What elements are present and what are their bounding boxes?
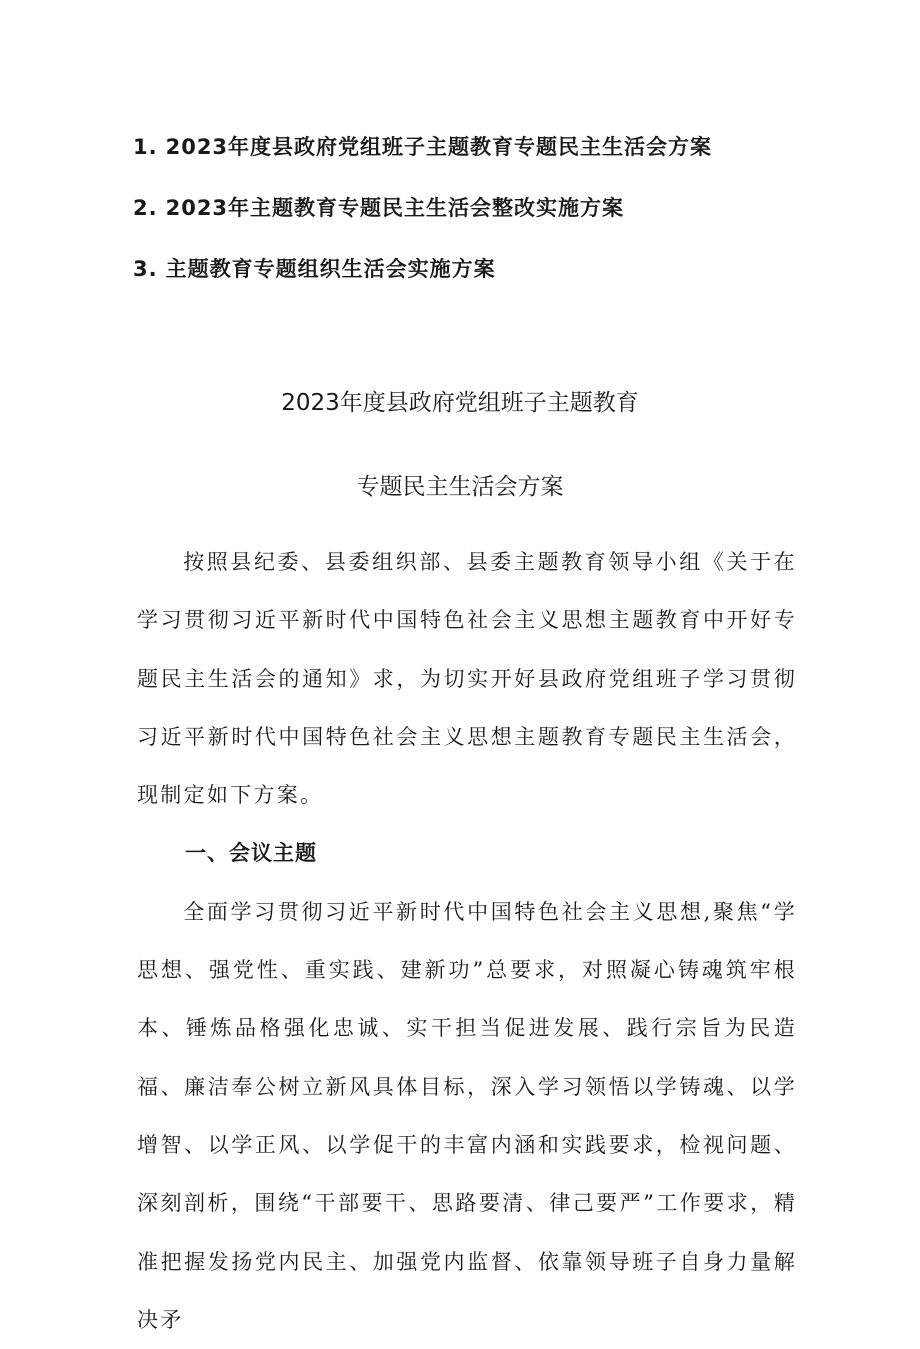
document-body — [137, 533, 797, 1349]
document-title-line-1: 2023年度县政府党组班子主题教育 — [281, 390, 639, 416]
table-of-contents — [133, 126, 853, 309]
document-title-line-2: 专题民主生活会方案 — [356, 474, 564, 500]
toc-item-1 — [133, 126, 853, 168]
toc-item-text: 2023年度县政府党组班子主题教育专题民主生活会方案 — [165, 135, 713, 159]
toc-item-number: 3. — [133, 257, 158, 281]
intro-paragraph: 按照县纪委、县委组织部、县委主题教育领导小组《关于在学习贯彻习近平新时代中国特色社会主义思想主题教育中开好专题民主生活会的通知》求，为切实开好县政府党组班子学习贯彻习近平新时代中国特色社会主义思想主题教育专题民主生活会，现制定如下方案。 — [137, 550, 797, 808]
toc-item-number: 1. — [133, 135, 158, 159]
section-paragraph: 全面学习贯彻习近平新时代中国特色社会主义思想,聚焦“学思想、强党性、重实践、建新功”总要求，对照凝心铸魂筑牢根本、锤炼品格强化忠诚、实干担当促进发展、践行宗旨为民造福、廉洁奉公树立新风具体目标，深入学习领悟以学铸魂、以学增智、以学正风、以学促干的丰富内涵和实践要求，检视问题、深刻剖析，围绕“干部要干、思路要清、律己要严”工作要求，精准把握发扬党内民主、加强党内监督、依靠领导班子自身力量解决矛 — [137, 899, 797, 1332]
toc-item-2 — [133, 187, 853, 229]
toc-item-text: 主题教育专题组织生活会实施方案 — [165, 257, 496, 281]
toc-item-text: 2023年主题教育专题民主生活会整改实施方案 — [165, 196, 625, 220]
toc-item-number: 2. — [133, 196, 158, 220]
toc-item-3 — [133, 248, 853, 290]
section-heading: 一、会议主题 — [185, 841, 317, 866]
